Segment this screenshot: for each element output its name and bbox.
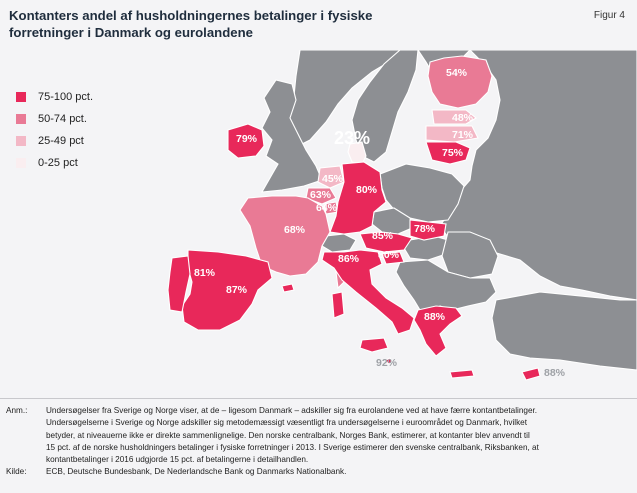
legend-swatch — [16, 114, 26, 124]
note-anm-line: 15 pct. af de norske husholdningers betalinger i fysiske forretninger i 2013. I Sverige estimerer den svenske centralbank, Riksbanken, at — [46, 442, 539, 452]
note-kilde-key: Kilde: — [6, 467, 27, 477]
island-cyprus — [522, 368, 540, 380]
notes-divider — [0, 398, 637, 399]
country-finland — [428, 56, 492, 108]
note-anm — [6, 405, 628, 466]
note-kilde-text: ECB, Deutsche Bundesbank, De Nederlandsche Bank og Danmarks Nationalbank. — [46, 467, 347, 477]
label-belgium: 63% — [310, 189, 332, 201]
island-sicily — [360, 338, 388, 352]
label-denmark: 23% — [334, 128, 371, 148]
legend-swatch — [16, 92, 26, 102]
figure-title-line-2: forretninger i Danmark og eurolandene — [9, 25, 254, 40]
country-turkey — [492, 292, 637, 370]
label-estonia: 48% — [452, 112, 474, 124]
legend-item — [16, 108, 93, 130]
legend-label: 25-49 pct — [38, 135, 84, 147]
legend-swatch — [16, 158, 26, 168]
label-ireland: 79% — [236, 133, 258, 145]
label-portugal: 81% — [194, 267, 216, 279]
label-luxembourg: 64% — [316, 202, 338, 214]
legend-item — [16, 152, 93, 174]
europe-map-svg — [0, 50, 637, 396]
europe-map — [0, 50, 637, 396]
label-france: 68% — [284, 224, 306, 236]
figure-title — [9, 7, 569, 41]
island-crete — [450, 370, 474, 378]
legend-swatch — [16, 136, 26, 146]
label-slovenia: 80% — [378, 249, 400, 261]
island-sardinia — [332, 292, 344, 318]
legend-label: 0-25 pct — [38, 157, 78, 169]
label-netherlands: 45% — [322, 173, 344, 185]
label-lithuania: 75% — [442, 147, 464, 159]
label-germany: 80% — [356, 184, 378, 196]
note-anm-line: Undersøgelser fra Sverige og Norge viser, at de – ligesom Danmark – adskiller sig fra eurolandene ved at have færre kontantbetalinger. — [46, 406, 538, 415]
island-balearic — [282, 284, 294, 292]
note-anm-text — [46, 405, 628, 466]
label-malta: 92% — [376, 357, 398, 369]
legend-item — [16, 130, 93, 152]
label-latvia: 71% — [452, 129, 474, 141]
figure-notes — [6, 405, 628, 479]
legend-label: 50-74 pct. — [38, 113, 87, 125]
note-kilde — [6, 466, 628, 478]
label-austria: 85% — [372, 230, 394, 242]
figure-number: Figur 4 — [593, 10, 625, 21]
note-anm-key: Anm.: — [6, 406, 28, 415]
note-anm-line: betyder, at niveauerne ikke er direkte sammenlignelige. Den norske centralbank, Norges Bank, estimerer, at kontanter blev anvendt til — [46, 430, 530, 440]
label-italy: 86% — [338, 253, 360, 265]
note-anm-line: Undersøgelserne i Sverige og Norge adskiller sig metodemæssigt væsentligt fra undersøgelserne i euroområdet og Danmark, hvilket — [46, 418, 528, 428]
label-greece: 88% — [424, 311, 446, 323]
label-slovakia: 78% — [414, 223, 436, 235]
label-finland: 54% — [446, 67, 468, 79]
legend-item — [16, 86, 93, 108]
legend-label: 75-100 pct. — [38, 91, 94, 103]
label-spain: 87% — [226, 284, 248, 296]
figure-header — [9, 7, 569, 41]
note-anm-line: kontantbetalinger i 2016 udgjorde 15 pct. af betalingerne i detailhandlen. — [46, 455, 309, 465]
label-cyprus: 88% — [544, 367, 566, 379]
map-legend — [16, 86, 93, 174]
figure-title-line-1: Kontanters andel af husholdningernes betalinger i fysiske — [9, 8, 373, 23]
